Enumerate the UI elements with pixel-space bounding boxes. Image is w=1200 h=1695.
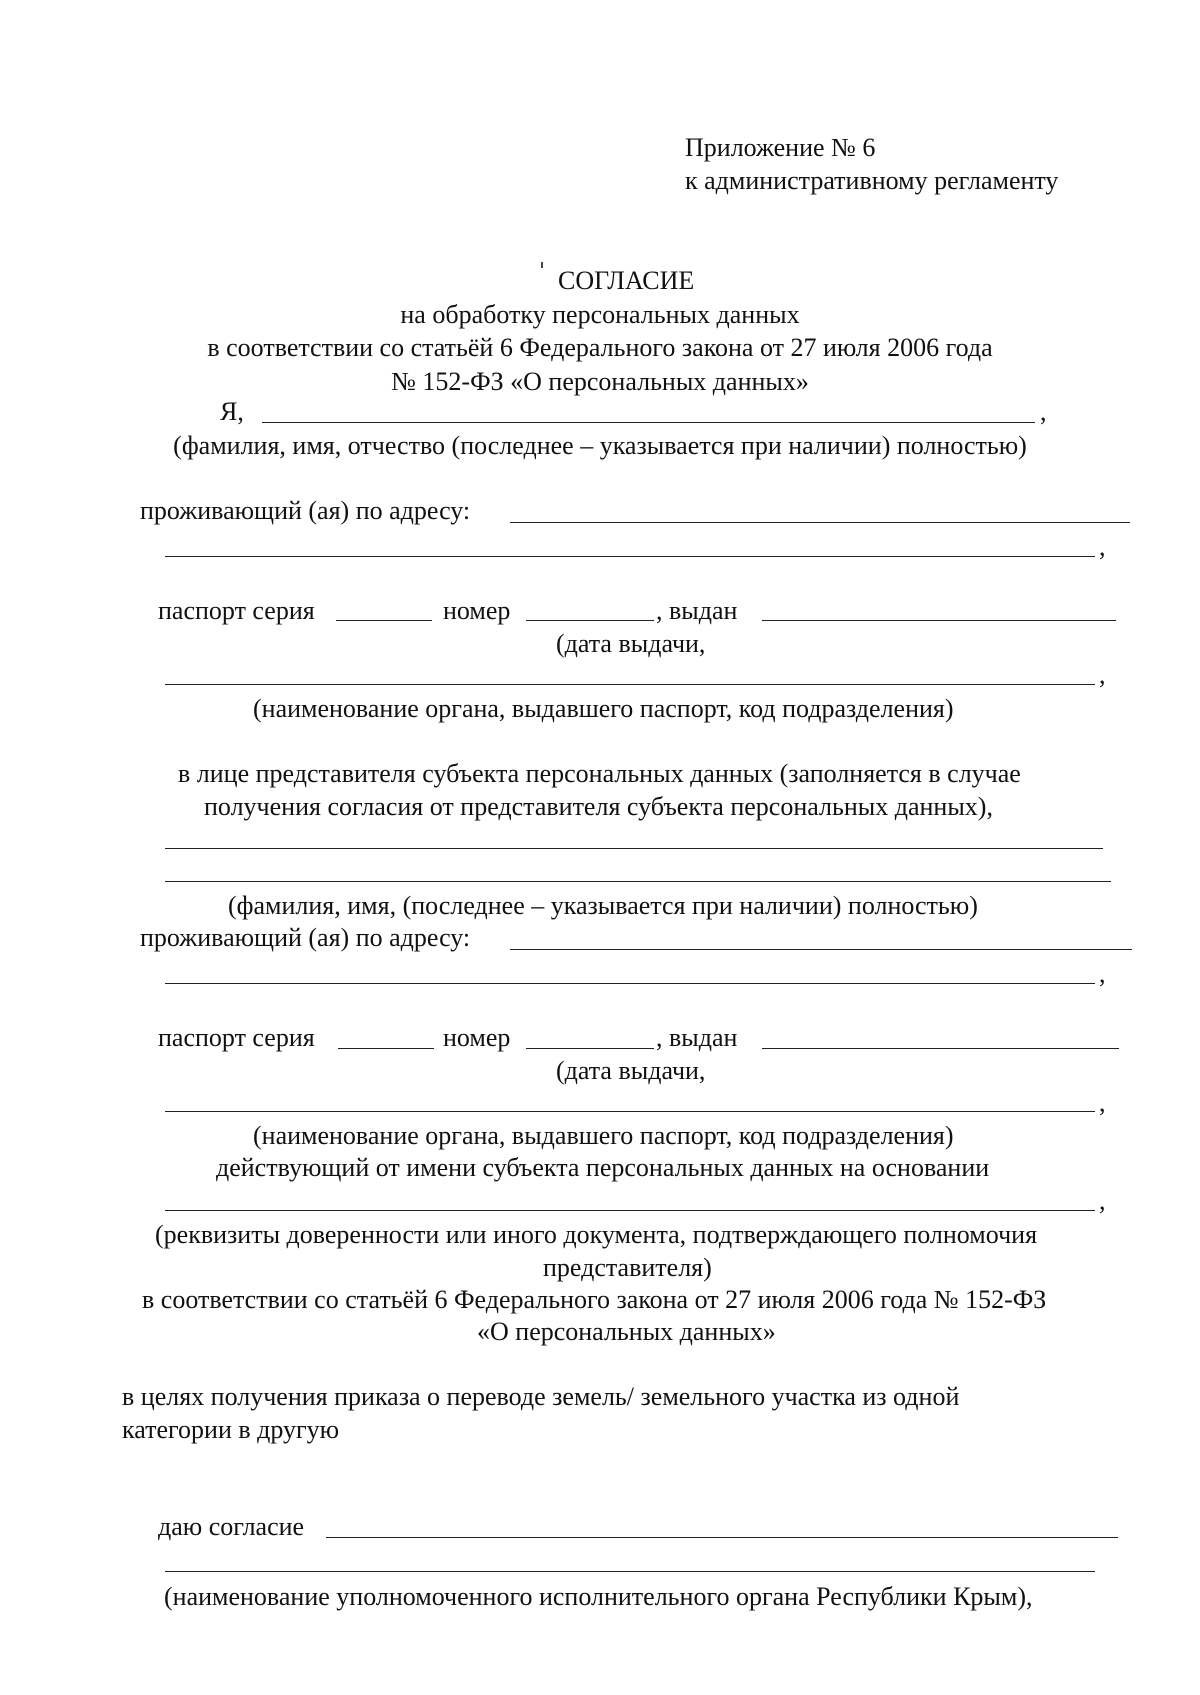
passport-number-field[interactable] — [526, 620, 654, 621]
purpose-line-2: категории в другую — [122, 1415, 340, 1444]
consent-organ-hint: (наименование уполномоченного исполнительного органа Республики Крым), — [164, 1582, 1033, 1611]
rep-passport-series-field[interactable] — [338, 1048, 434, 1049]
consent-organ-field[interactable] — [326, 1537, 1118, 1538]
comma: , — [1099, 1088, 1106, 1117]
rep-passport-issued-label: , выдан — [656, 1023, 738, 1052]
subject-fio-field[interactable] — [262, 422, 1035, 423]
title-line-1: на обработку персональных данных — [400, 300, 800, 329]
rep-issue-date-hint: (дата выдачи, — [556, 1056, 706, 1085]
document-title: СОГЛАСИЕ — [558, 266, 695, 295]
passport-number-label: номер — [443, 596, 511, 625]
requisites-field[interactable] — [165, 1210, 1095, 1211]
appendix-to: к административному регламенту — [685, 166, 1059, 195]
issuer-hint: (наименование органа, выдавшего паспорт, код подразделения) — [253, 694, 954, 723]
representative-address-label: проживающий (ая) по адресу: — [140, 923, 471, 952]
consent-organ-field-2[interactable] — [165, 1571, 1095, 1572]
law-reference-2: «О персональных данных» — [477, 1317, 776, 1346]
comma: , — [1099, 959, 1106, 988]
rep-passport-issuer-field[interactable] — [165, 1111, 1095, 1112]
subject-address-field[interactable] — [510, 522, 1130, 523]
i-label: Я, — [220, 397, 244, 426]
rep-passport-number-field[interactable] — [526, 1048, 654, 1049]
issue-date-hint: (дата выдачи, — [556, 629, 706, 658]
rep-passport-number-label: номер — [443, 1023, 511, 1052]
subject-address-label: проживающий (ая) по адресу: — [140, 496, 471, 525]
passport-issued-field[interactable] — [762, 620, 1116, 621]
rep-passport-issued-field[interactable] — [762, 1048, 1119, 1049]
representative-intro-2: получения согласия от представителя субъекта персональных данных), — [204, 792, 993, 821]
subject-fio-hint: (фамилия, имя, отчество (последнее – указывается при наличии) полностью) — [173, 431, 1027, 460]
comma: , — [1099, 1186, 1106, 1215]
appendix-number: Приложение № 6 — [685, 133, 876, 162]
representative-field-2[interactable] — [165, 881, 1111, 882]
representative-address-field-2[interactable] — [165, 983, 1095, 984]
passport-series-label: паспорт серия — [158, 596, 315, 625]
rep-passport-series-label: паспорт серия — [158, 1023, 315, 1052]
representative-intro-1: в лице представителя субъекта персональных данных (заполняется в случае — [178, 759, 1021, 788]
title-line-3: № 152-ФЗ «О персональных данных» — [391, 367, 809, 396]
representative-address-field[interactable] — [510, 949, 1132, 950]
acting-on-behalf: действующий от имени субъекта персональных данных на основании — [216, 1153, 990, 1182]
comma: , — [1040, 397, 1047, 426]
title-line-2: в соответствии со статьёй 6 Федерального закона от 27 июля 2006 года — [207, 333, 993, 362]
requisites-hint-2: представителя) — [543, 1253, 712, 1282]
representative-field-1[interactable] — [165, 848, 1103, 849]
passport-series-field[interactable] — [336, 620, 432, 621]
rep-issuer-hint: (наименование органа, выдавшего паспорт, код подразделения) — [253, 1121, 954, 1150]
representative-fio-hint: (фамилия, имя, (последнее – указывается при наличии) полностью) — [228, 891, 978, 920]
passport-issued-label: , выдан — [656, 596, 738, 625]
passport-issuer-field[interactable] — [165, 684, 1095, 685]
scan-mark — [541, 262, 543, 268]
consent-label: даю согласие — [158, 1512, 305, 1541]
comma: , — [1099, 532, 1106, 561]
subject-address-field-2[interactable] — [165, 556, 1095, 557]
law-reference-1: в соответствии со статьёй 6 Федерального закона от 27 июля 2006 года № 152-ФЗ — [142, 1285, 1047, 1314]
requisites-hint-1: (реквизиты доверенности или иного документа, подтверждающего полномочия — [155, 1220, 1038, 1249]
comma: , — [1099, 660, 1106, 689]
purpose-line-1: в целях получения приказа о переводе земель/ земельного участка из одной — [122, 1382, 960, 1411]
